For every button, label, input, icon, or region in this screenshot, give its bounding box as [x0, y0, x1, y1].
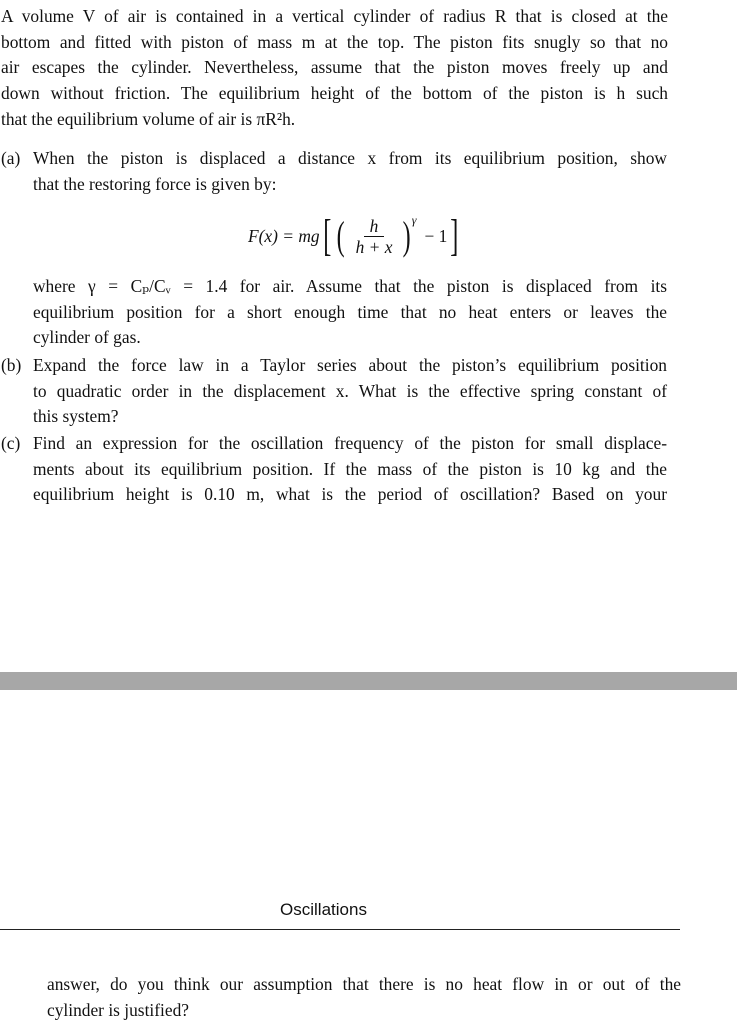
part-line: When the piston is displaced a distance x from its equilibrium position, show	[33, 148, 667, 168]
formula-fraction	[350, 216, 399, 257]
formula-open-paren: (	[336, 213, 345, 258]
continued-line: answer, do you think our assumption that there is no heat flow in or out of the	[47, 974, 681, 994]
part-line: to quadratic order in the displacement x. What is the effective spring constant of	[33, 380, 667, 401]
continued-text	[47, 971, 681, 1022]
intro-line: air escapes the cylinder. Nevertheless, assume that the piston moves freely up and	[1, 57, 668, 78]
part-a-text	[33, 145, 667, 196]
part-line: this system?	[33, 406, 119, 427]
page-break-divider	[0, 672, 737, 690]
continued-line: cylinder is justified?	[47, 999, 189, 1020]
intro-line: A volume V of air is contained in a vertical cylinder of radius R that is closed at the	[1, 6, 668, 26]
formula-open-bracket: [	[322, 211, 331, 260]
restoring-force-formula	[248, 210, 462, 262]
part-line: where γ = Cₚ/Cᵥ = 1.4 for air. Assume that the piston is displaced from its	[33, 276, 667, 296]
part-line: cylinder of gas.	[33, 327, 141, 348]
intro-line: down without friction. The equilibrium height of the bottom of the piston is h such	[1, 83, 668, 104]
formula-numerator: h	[364, 216, 385, 237]
formula-close-paren: )	[403, 213, 412, 258]
part-line: equilibrium height is 0.10 m, what is the period of oscillation? Based on your	[33, 484, 667, 505]
intro-line: that the equilibrium volume of air is πR²h.	[1, 108, 296, 129]
part-c-label: (c)	[1, 433, 21, 453]
formula-lhs: F(x) = mg	[248, 225, 320, 246]
formula-exponent: γ	[411, 212, 417, 227]
part-line: Find an expression for the oscillation frequency of the piston for small displace-	[33, 433, 667, 453]
part-b-label: (b)	[1, 355, 22, 375]
chapter-title: Oscillations	[280, 900, 367, 919]
part-line: ments about its equilibrium position. If the mass of the piston is 10 kg and the	[33, 458, 667, 479]
part-line: Expand the force law in a Taylor series about the piston’s equilibrium position	[33, 355, 667, 375]
part-line: equilibrium position for a short enough time that no heat enters or leaves the	[33, 301, 667, 322]
gamma-note	[33, 273, 667, 350]
part-c-text	[33, 430, 667, 507]
formula-close-bracket: ]	[450, 211, 459, 260]
formula-denominator: h + x	[355, 236, 393, 257]
intro-line: bottom and fitted with piston of mass m at the top. The piston fits snugly so that no	[1, 31, 668, 52]
problem-intro	[1, 3, 668, 131]
part-line: that the restoring force is given by:	[33, 173, 277, 194]
part-b-text	[33, 352, 667, 429]
formula-tail: − 1	[424, 225, 448, 246]
footer-rule	[0, 929, 680, 930]
part-a-label: (a)	[1, 148, 21, 168]
